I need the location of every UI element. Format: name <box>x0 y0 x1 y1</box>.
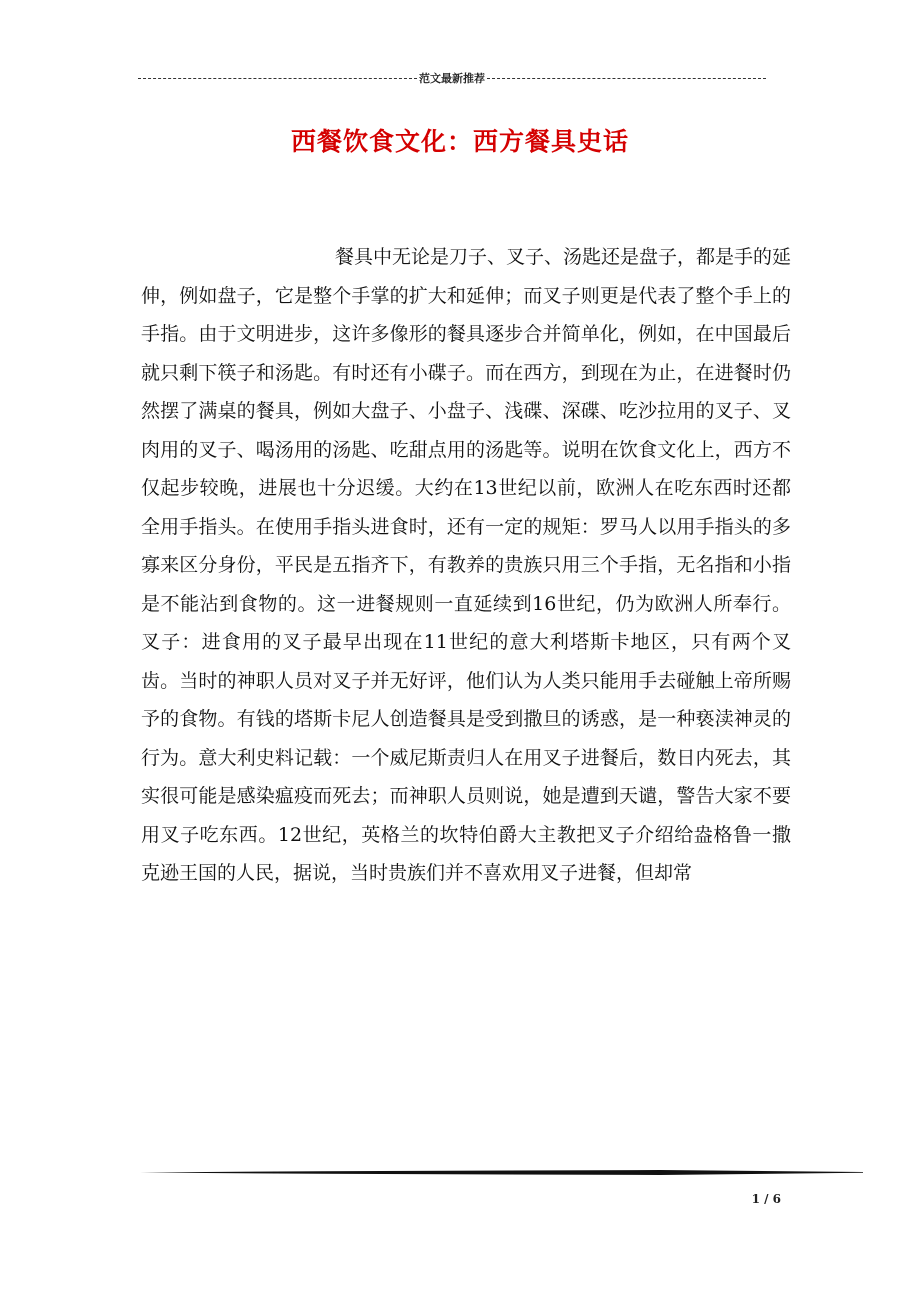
header-dash-right <box>487 78 766 79</box>
page-number: 1 / 6 <box>751 1192 781 1206</box>
header-label: 范文最新推荐 <box>419 72 485 85</box>
document-title: 西餐饮食文化：西方餐具史话 <box>290 127 629 156</box>
header-dash-left <box>138 78 417 79</box>
page-header <box>138 70 766 86</box>
body-paragraph: 餐具中无论是刀子、叉子、汤匙还是盘子，都是手的延伸，例如盘子，它是整个手掌的扩大和延伸；而叉子则更是代表了整个手上的手指。由于文明进步，这许多像形的餐具逐步合并简单化，例如，在中国最后就只剩下筷子和汤匙。有时还有小碟子。而在西方，到现在为止，在进餐时仍然摆了满桌的餐具，例如大盘子、小盘子、浅碟、深碟、吃沙拉用的叉子、叉肉用的叉子、喝汤用的汤匙、吃甜点用的汤匙等。说明在饮食文化上，西方不仅起步较晚，进展也十分迟缓。大约在13世纪以前，欧洲人在吃东西时还都全用手指头。在使用手指头进食时，还有一定的规矩：罗马人以用手指头的多寡来区分身份，平民是五指齐下，有教养的贵族只用三个手指，无名指和小指是不能沾到食物的。这一进餐规则一直延续到16世纪，仍为欧洲人所奉行。叉子：进食用的叉子最早出现在11世纪的意大利塔斯卡地区，只有两个叉齿。当时的神职人员对叉子并无好评，他们认为人类只能用手去碰触上帝所赐予的食物。有钱的塔斯卡尼人创造餐具是受到撒旦的诱惑，是一种亵渎神灵的行为。意大利史料记载：一个威尼斯责归人在用叉子进餐后，数日内死去，其实很可能是感染瘟疫而死去；而神职人员则说，她是遭到天谴，警告大家不要用叉子吃东西。12世纪，英格兰的坎特伯爵大主教把叉子介绍给盎格鲁一撒克逊王国的人民，据说，当时贵族们并不喜欢用叉子进餐，但却常 <box>141 246 792 884</box>
footer-rule <box>140 1170 863 1175</box>
footer-rule-shape <box>140 1170 863 1175</box>
